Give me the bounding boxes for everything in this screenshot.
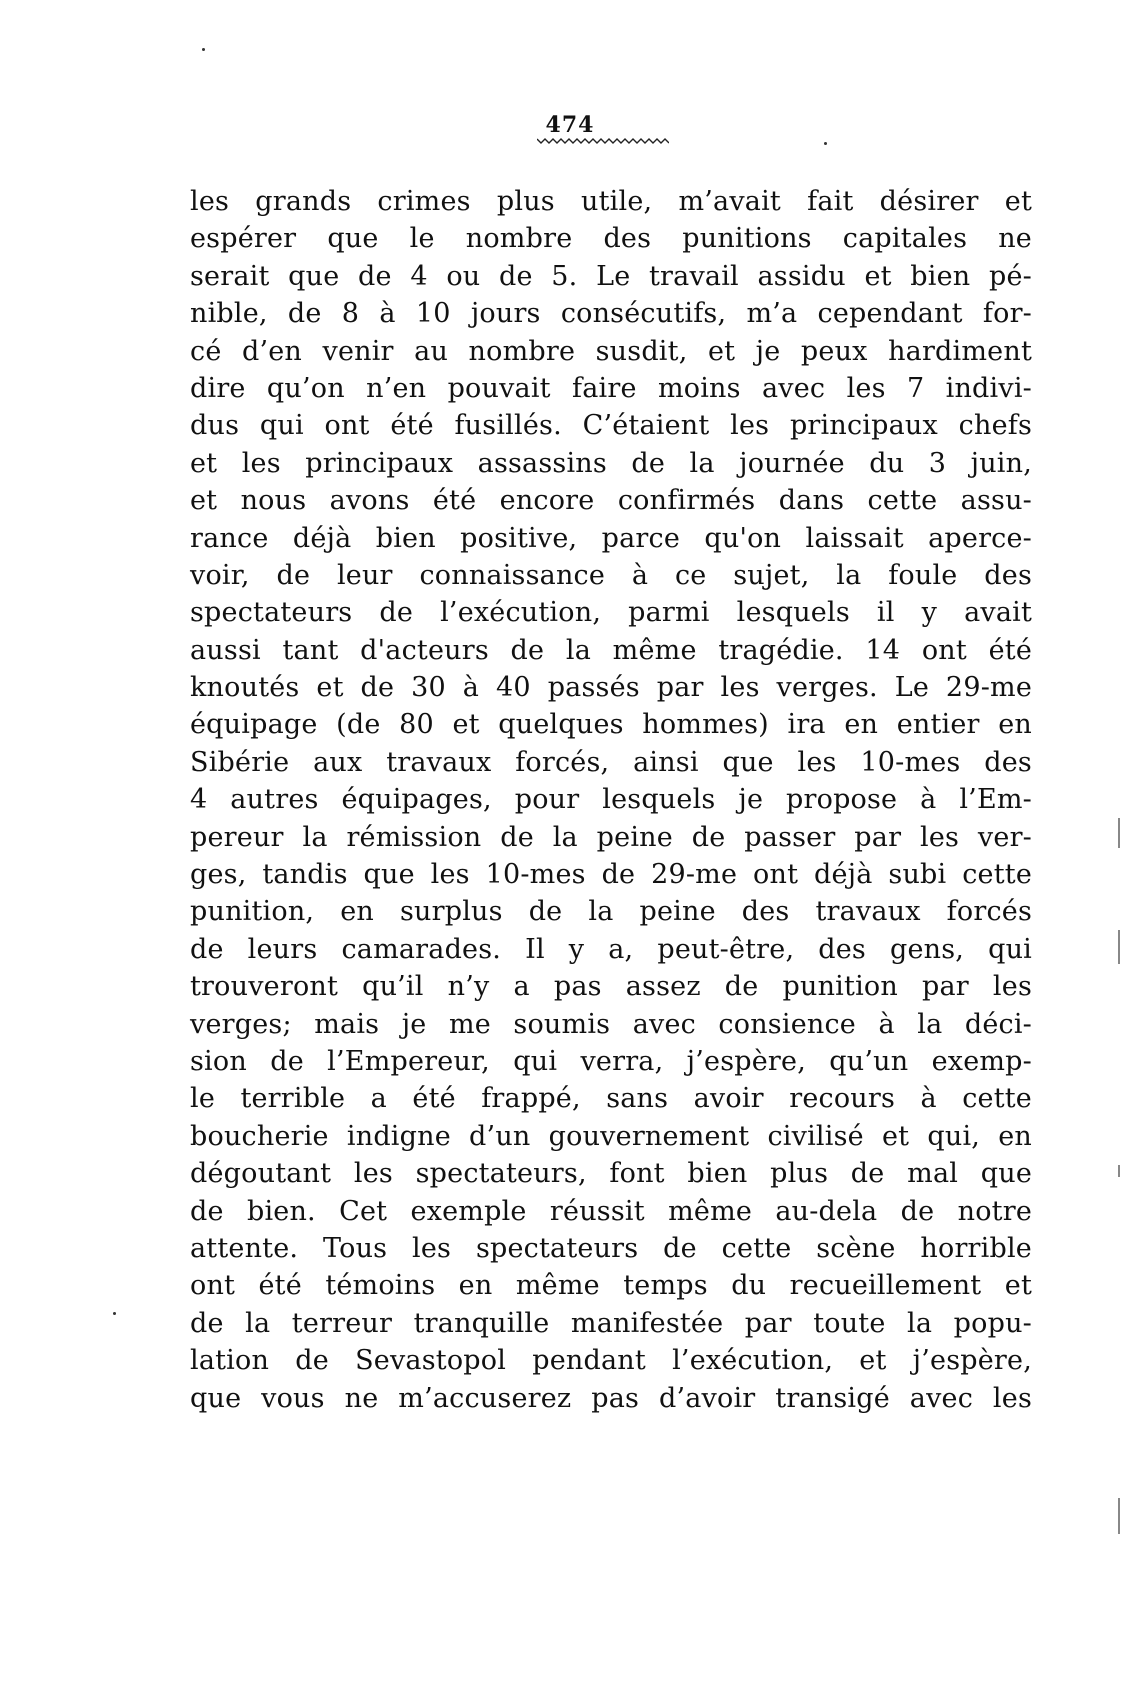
text-line: que vous ne m’accuserez pas d’avoir transigé avec les [190, 1382, 1032, 1414]
text-line: verges; mais je me soumis avec consience à la déci- [190, 1008, 1032, 1040]
text-line: rance déjà bien positive, parce qu'on laissait aperce- [190, 522, 1032, 554]
scan-margin-mark [1118, 818, 1120, 848]
text-line: aussi tant d'acteurs de la même tragédie. 14 ont été [190, 634, 1032, 666]
text-line: dire qu’on n’en pouvait faire moins avec les 7 indivi- [190, 372, 1032, 404]
body-text [190, 183, 1032, 1417]
text-line: les grands crimes plus utile, m’avait fait désirer et [190, 186, 1032, 217]
text-line: de la terreur tranquille manifestée par toute la popu- [190, 1307, 1032, 1339]
text-line: ges, tandis que les 10-mes de 29-me ont déjà subi cette [190, 859, 1032, 891]
text-line: de leurs camarades. Il y a, peut-être, des gens, qui [190, 933, 1032, 965]
text-line: ont été témoins en même temps du recueillement et [190, 1270, 1032, 1302]
text-line: attente. Tous les spectateurs de cette scène horrible [190, 1232, 1032, 1264]
text-line: knoutés et de 30 à 40 passés par les verges. Le 29-me [190, 672, 1032, 704]
scan-speck [824, 142, 827, 145]
text-line: trouveront qu’il n’y a pas assez de punition par les [190, 971, 1032, 1003]
scan-margin-mark [1118, 930, 1120, 964]
text-line: cé d’en venir au nombre susdit, et je peux hardiment [190, 335, 1032, 367]
text-line: équipage (de 80 et quelques hommes) ira en entier en [190, 709, 1032, 741]
text-line: voir, de leur connaissance à ce sujet, la foule des [190, 559, 1032, 591]
text-line: spectateurs de l’exécution, parmi lesquels il y avait [190, 597, 1032, 629]
text-line: et les principaux assassins de la journée du 3 juin, [190, 447, 1032, 479]
text-line: punition, en surplus de la peine des travaux forcés [190, 896, 1032, 928]
page-number: 474 [545, 112, 595, 138]
text-line: sion de l’Empereur, qui verra, j’espère, qu’un exemp- [190, 1045, 1032, 1077]
scan-margin-mark [1118, 1165, 1120, 1177]
text-line: nible, de 8 à 10 jours consécutifs, m’a cependant for- [190, 298, 1032, 330]
scan-margin-mark [1118, 1498, 1120, 1534]
text-line: lation de Sevastopol pendant l’exécution, et j’espère, [190, 1345, 1032, 1377]
text-line: dus qui ont été fusillés. C’étaient les principaux chefs [190, 410, 1032, 442]
text-line: 4 autres équipages, pour lesquels je propose à l’Em- [190, 784, 1032, 816]
text-line: serait que de 4 ou de 5. Le travail assidu et bien pé- [190, 260, 1032, 292]
scan-speck [202, 48, 205, 51]
text-line: le terrible a été frappé, sans avoir recours à cette [190, 1083, 1032, 1115]
text-line: Sibérie aux travaux forcés, ainsi que les 10-mes des [190, 746, 1032, 778]
scan-speck [113, 1312, 116, 1315]
text-line: dégoutant les spectateurs, font bien plus de mal que [190, 1158, 1032, 1190]
text-line: et nous avons été encore confirmés dans cette assu- [190, 485, 1032, 517]
page-number-ornament [537, 136, 669, 146]
text-line: boucherie indigne d’un gouvernement civilisé et qui, en [190, 1120, 1032, 1152]
text-line: de bien. Cet exemple réussit même au-dela de notre [190, 1195, 1032, 1227]
text-line: espérer que le nombre des punitions capitales ne [190, 223, 1032, 255]
text-line: pereur la rémission de la peine de passer par les ver- [190, 821, 1032, 853]
